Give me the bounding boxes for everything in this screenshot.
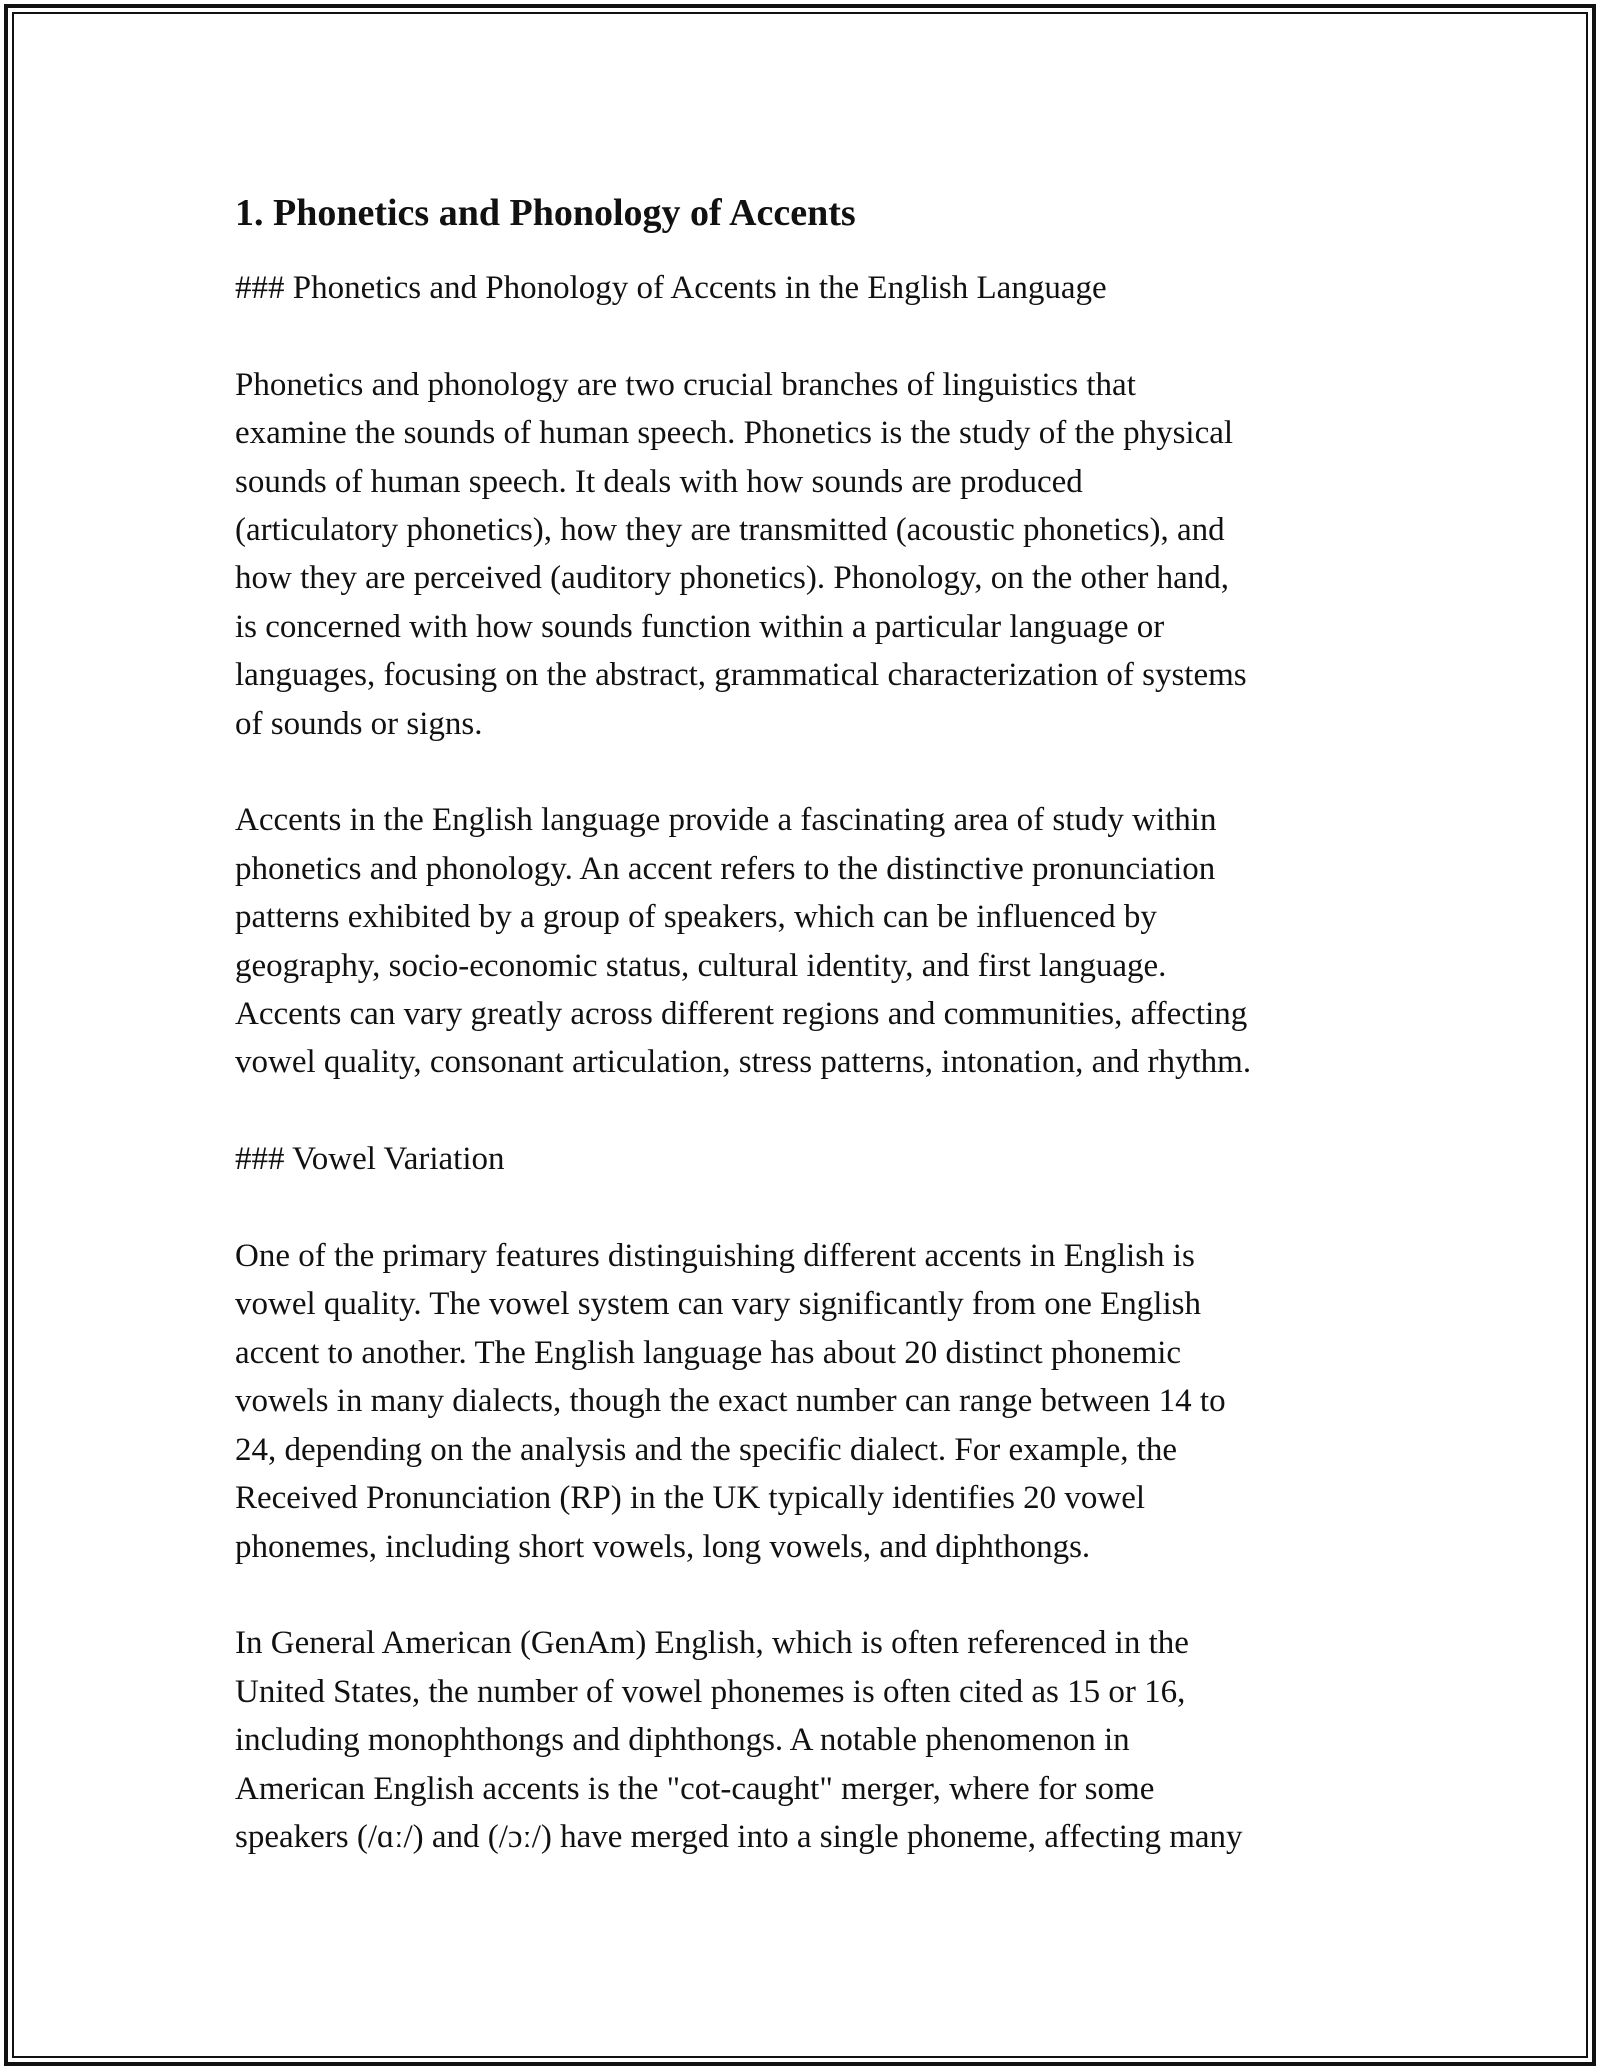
paragraph-line: 24, depending on the analysis and the specific dialect. For example, the <box>235 1431 1178 1468</box>
paragraph-line: One of the primary features distinguishing different accents in English is <box>235 1238 1195 1275</box>
paragraph-line: Phonetics and phonology are two crucial branches of linguistics that <box>235 366 1136 403</box>
document-body <box>235 188 1395 1861</box>
paragraph-line: including monophthongs and diphthongs. A notable phenomenon in <box>235 1722 1130 1759</box>
section-subheading: ### Phonetics and Phonology of Accents in the English Language <box>235 270 1107 306</box>
paragraph-line: geography, socio-economic status, cultural identity, and first language. <box>235 947 1167 984</box>
paragraph-accents <box>235 796 1395 1086</box>
paragraph-line: accent to another. The English language has about 20 distinct phonemic <box>235 1334 1182 1371</box>
document-title: 1. Phonetics and Phonology of Accents <box>235 192 856 234</box>
paragraph-line: patterns exhibited by a group of speakers, which can be influenced by <box>235 899 1157 936</box>
paragraph-line: phonetics and phonology. An accent refers to the distinctive pronunciation <box>235 850 1216 887</box>
paragraph-line: vowel quality, consonant articulation, stress patterns, intonation, and rhythm. <box>235 1044 1252 1081</box>
paragraph-line: Received Pronunciation (RP) in the UK typically identifies 20 vowel <box>235 1480 1146 1517</box>
paragraph-line: how they are perceived (auditory phonetics). Phonology, on the other hand, <box>235 560 1229 597</box>
paragraph-line: languages, focusing on the abstract, grammatical characterization of systems <box>235 657 1247 694</box>
section-subheading-vowel-variation: ### Vowel Variation <box>235 1141 505 1178</box>
paragraph-line: of sounds or signs. <box>235 705 483 742</box>
paragraph-vowel-quality <box>235 1232 1395 1571</box>
paragraph-line: Accents in the English language provide a fascinating area of study within <box>235 802 1217 839</box>
paragraph-intro <box>235 361 1395 748</box>
paragraph-line: examine the sounds of human speech. Phonetics is the study of the physical <box>235 415 1234 452</box>
paragraph-line: vowel quality. The vowel system can vary significantly from one English <box>235 1286 1201 1323</box>
paragraph-line: American English accents is the "cot-caught" merger, where for some <box>235 1770 1155 1807</box>
paragraph-line: In General American (GenAm) English, which is often referenced in the <box>235 1625 1189 1662</box>
paragraph-general-american <box>235 1619 1395 1861</box>
paragraph-line: Accents can vary greatly across different regions and communities, affecting <box>235 996 1248 1033</box>
paragraph-line: phonemes, including short vowels, long vowels, and diphthongs. <box>235 1528 1091 1565</box>
paragraph-line: (articulatory phonetics), how they are transmitted (acoustic phonetics), and <box>235 512 1225 549</box>
paragraph-line: is concerned with how sounds function within a particular language or <box>235 608 1165 645</box>
paragraph-line: speakers (/ɑː/) and (/ɔː/) have merged into a single phoneme, affecting many <box>235 1818 1243 1855</box>
paragraph-line: vowels in many dialects, though the exact number can range between 14 to <box>235 1383 1226 1420</box>
paragraph-line: United States, the number of vowel phonemes is often cited as 15 or 16, <box>235 1673 1186 1710</box>
paragraph-line: sounds of human speech. It deals with how sounds are produced <box>235 463 1083 500</box>
